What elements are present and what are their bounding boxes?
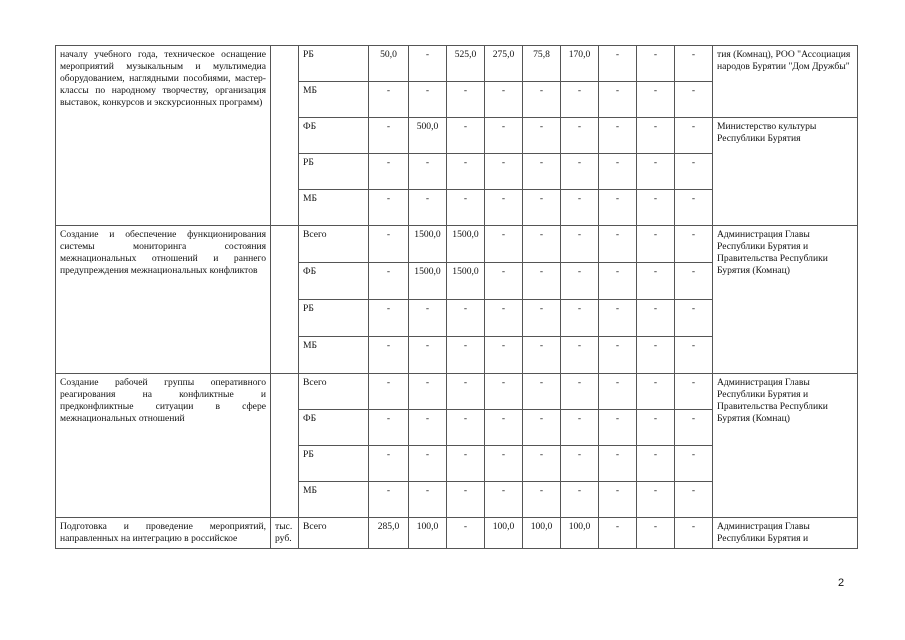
value-cell: - [369, 410, 409, 446]
value-cell: 75,8 [523, 46, 561, 82]
value-cell: - [599, 482, 637, 518]
value-cell: - [447, 118, 485, 154]
value-cell: - [409, 482, 447, 518]
table-row [56, 46, 858, 82]
value-cell: - [485, 300, 523, 337]
value-cell: - [447, 446, 485, 482]
responsible-executor: Министерство культуры Республики Бурятия [713, 118, 858, 226]
value-cell: - [599, 46, 637, 82]
value-cell: - [599, 154, 637, 190]
value-cell: - [675, 482, 713, 518]
value-cell: - [523, 446, 561, 482]
funding-source: Всего [299, 226, 369, 263]
value-cell: - [599, 410, 637, 446]
value-cell: - [675, 154, 713, 190]
value-cell: - [485, 118, 523, 154]
value-cell: - [637, 82, 675, 118]
value-cell: - [447, 482, 485, 518]
value-cell: - [523, 337, 561, 374]
funding-source: Всего [299, 374, 369, 410]
funding-source: РБ [299, 154, 369, 190]
value-cell: - [447, 154, 485, 190]
value-cell: - [637, 300, 675, 337]
table-row [56, 374, 858, 410]
value-cell: - [675, 82, 713, 118]
value-cell: - [523, 118, 561, 154]
value-cell: - [599, 518, 637, 549]
value-cell: - [599, 82, 637, 118]
funding-source: РБ [299, 46, 369, 82]
value-cell: - [637, 410, 675, 446]
activity-description: началу учебного года, техническое оснащение мероприятий музыкальным и мультимедиа оборудованием, наглядными пособиями, мастер-классы по народному творчеству, организация выставок, конкурсов и экскурсионных программ) [56, 46, 271, 226]
value-cell: - [675, 446, 713, 482]
value-cell: - [561, 118, 599, 154]
value-cell: 525,0 [447, 46, 485, 82]
value-cell: - [637, 263, 675, 300]
budget-table [55, 45, 858, 549]
value-cell: - [523, 263, 561, 300]
value-cell: - [485, 374, 523, 410]
value-cell: - [523, 300, 561, 337]
value-cell: - [675, 374, 713, 410]
value-cell: 275,0 [485, 46, 523, 82]
value-cell: - [561, 337, 599, 374]
value-cell: - [369, 82, 409, 118]
value-cell: - [675, 190, 713, 226]
value-cell: - [637, 518, 675, 549]
value-cell: - [485, 82, 523, 118]
value-cell: - [523, 82, 561, 118]
value-cell: - [675, 46, 713, 82]
activity-description: Создание и обеспечение функционирования системы мониторинга состояния межнациональных отношений и раннего предупреждения межнациональных конфликтов [56, 226, 271, 374]
value-cell: - [369, 118, 409, 154]
value-cell: - [409, 300, 447, 337]
value-cell: - [523, 410, 561, 446]
value-cell: 500,0 [409, 118, 447, 154]
value-cell: - [447, 190, 485, 226]
value-cell: - [409, 337, 447, 374]
value-cell: - [369, 482, 409, 518]
value-cell: - [447, 300, 485, 337]
unit-cell: тыс. руб. [271, 518, 299, 549]
value-cell: - [523, 190, 561, 226]
funding-source: ФБ [299, 410, 369, 446]
funding-source: МБ [299, 82, 369, 118]
responsible-executor: тия (Комнац), РОО "Ассоциация народов Бурятии "Дом Дружбы" [713, 46, 858, 118]
value-cell: 100,0 [485, 518, 523, 549]
value-cell: - [447, 82, 485, 118]
value-cell: - [369, 263, 409, 300]
value-cell: - [369, 300, 409, 337]
value-cell: - [637, 154, 675, 190]
value-cell: - [675, 118, 713, 154]
page-number: 2 [838, 577, 845, 589]
value-cell: - [561, 263, 599, 300]
value-cell: - [369, 154, 409, 190]
value-cell: - [369, 190, 409, 226]
value-cell: - [447, 518, 485, 549]
table-row [56, 518, 858, 549]
value-cell: - [637, 337, 675, 374]
funding-source: Всего [299, 518, 369, 549]
value-cell: - [637, 226, 675, 263]
funding-source: МБ [299, 337, 369, 374]
value-cell: - [369, 446, 409, 482]
funding-source: РБ [299, 300, 369, 337]
responsible-executor: Администрация Главы Республики Бурятия и [713, 518, 858, 549]
value-cell: - [523, 226, 561, 263]
value-cell: 170,0 [561, 46, 599, 82]
value-cell: - [599, 226, 637, 263]
value-cell: - [561, 154, 599, 190]
value-cell: - [675, 337, 713, 374]
value-cell: - [369, 374, 409, 410]
value-cell: - [599, 263, 637, 300]
value-cell: 285,0 [369, 518, 409, 549]
value-cell: - [369, 337, 409, 374]
value-cell: - [409, 46, 447, 82]
value-cell: - [561, 374, 599, 410]
value-cell: - [599, 374, 637, 410]
value-cell: - [485, 446, 523, 482]
value-cell: - [409, 190, 447, 226]
value-cell: 100,0 [409, 518, 447, 549]
responsible-executor: Администрация Главы Республики Бурятия и Правительства Республики Бурятия (Комнац) [713, 226, 858, 374]
value-cell: - [637, 446, 675, 482]
value-cell: - [409, 446, 447, 482]
value-cell: - [523, 154, 561, 190]
responsible-executor: Администрация Главы Республики Бурятия и Правительства Республики Бурятия (Комнац) [713, 374, 858, 518]
value-cell: - [409, 82, 447, 118]
value-cell: - [675, 410, 713, 446]
funding-source: МБ [299, 190, 369, 226]
value-cell: - [637, 118, 675, 154]
value-cell: - [561, 190, 599, 226]
value-cell: - [675, 226, 713, 263]
value-cell: - [409, 410, 447, 446]
value-cell: - [637, 46, 675, 82]
value-cell: - [675, 518, 713, 549]
value-cell: - [409, 154, 447, 190]
value-cell: - [599, 337, 637, 374]
value-cell: - [637, 374, 675, 410]
value-cell: 1500,0 [409, 226, 447, 263]
value-cell: - [675, 300, 713, 337]
value-cell: - [561, 410, 599, 446]
value-cell: 100,0 [561, 518, 599, 549]
value-cell: - [599, 446, 637, 482]
value-cell: - [637, 482, 675, 518]
value-cell: - [409, 374, 447, 410]
funding-source: РБ [299, 446, 369, 482]
unit-cell [271, 374, 299, 518]
value-cell: 1500,0 [409, 263, 447, 300]
value-cell: - [561, 446, 599, 482]
value-cell: - [369, 226, 409, 263]
value-cell: - [637, 190, 675, 226]
value-cell: - [561, 226, 599, 263]
unit-cell [271, 226, 299, 374]
value-cell: - [447, 337, 485, 374]
value-cell: - [447, 410, 485, 446]
value-cell: - [523, 374, 561, 410]
value-cell: - [485, 263, 523, 300]
value-cell: - [599, 300, 637, 337]
value-cell: - [561, 82, 599, 118]
activity-description: Подготовка и проведение мероприятий, направленных на интеграцию в российское [56, 518, 271, 549]
value-cell: - [599, 118, 637, 154]
value-cell: 50,0 [369, 46, 409, 82]
value-cell: - [485, 482, 523, 518]
value-cell: 100,0 [523, 518, 561, 549]
funding-source: ФБ [299, 263, 369, 300]
value-cell: - [599, 190, 637, 226]
unit-cell [271, 46, 299, 226]
activity-description: Создание рабочей группы оперативного реагирования на конфликтные и предконфликтные ситуации в сфере межнациональных отношений [56, 374, 271, 518]
value-cell: - [485, 410, 523, 446]
value-cell: 1500,0 [447, 226, 485, 263]
value-cell: - [523, 482, 561, 518]
value-cell: - [561, 300, 599, 337]
value-cell: - [485, 337, 523, 374]
value-cell: - [485, 190, 523, 226]
value-cell: 1500,0 [447, 263, 485, 300]
value-cell: - [485, 226, 523, 263]
value-cell: - [561, 482, 599, 518]
funding-source: ФБ [299, 118, 369, 154]
funding-source: МБ [299, 482, 369, 518]
value-cell: - [675, 263, 713, 300]
table-row [56, 226, 858, 263]
value-cell: - [447, 374, 485, 410]
value-cell: - [485, 154, 523, 190]
